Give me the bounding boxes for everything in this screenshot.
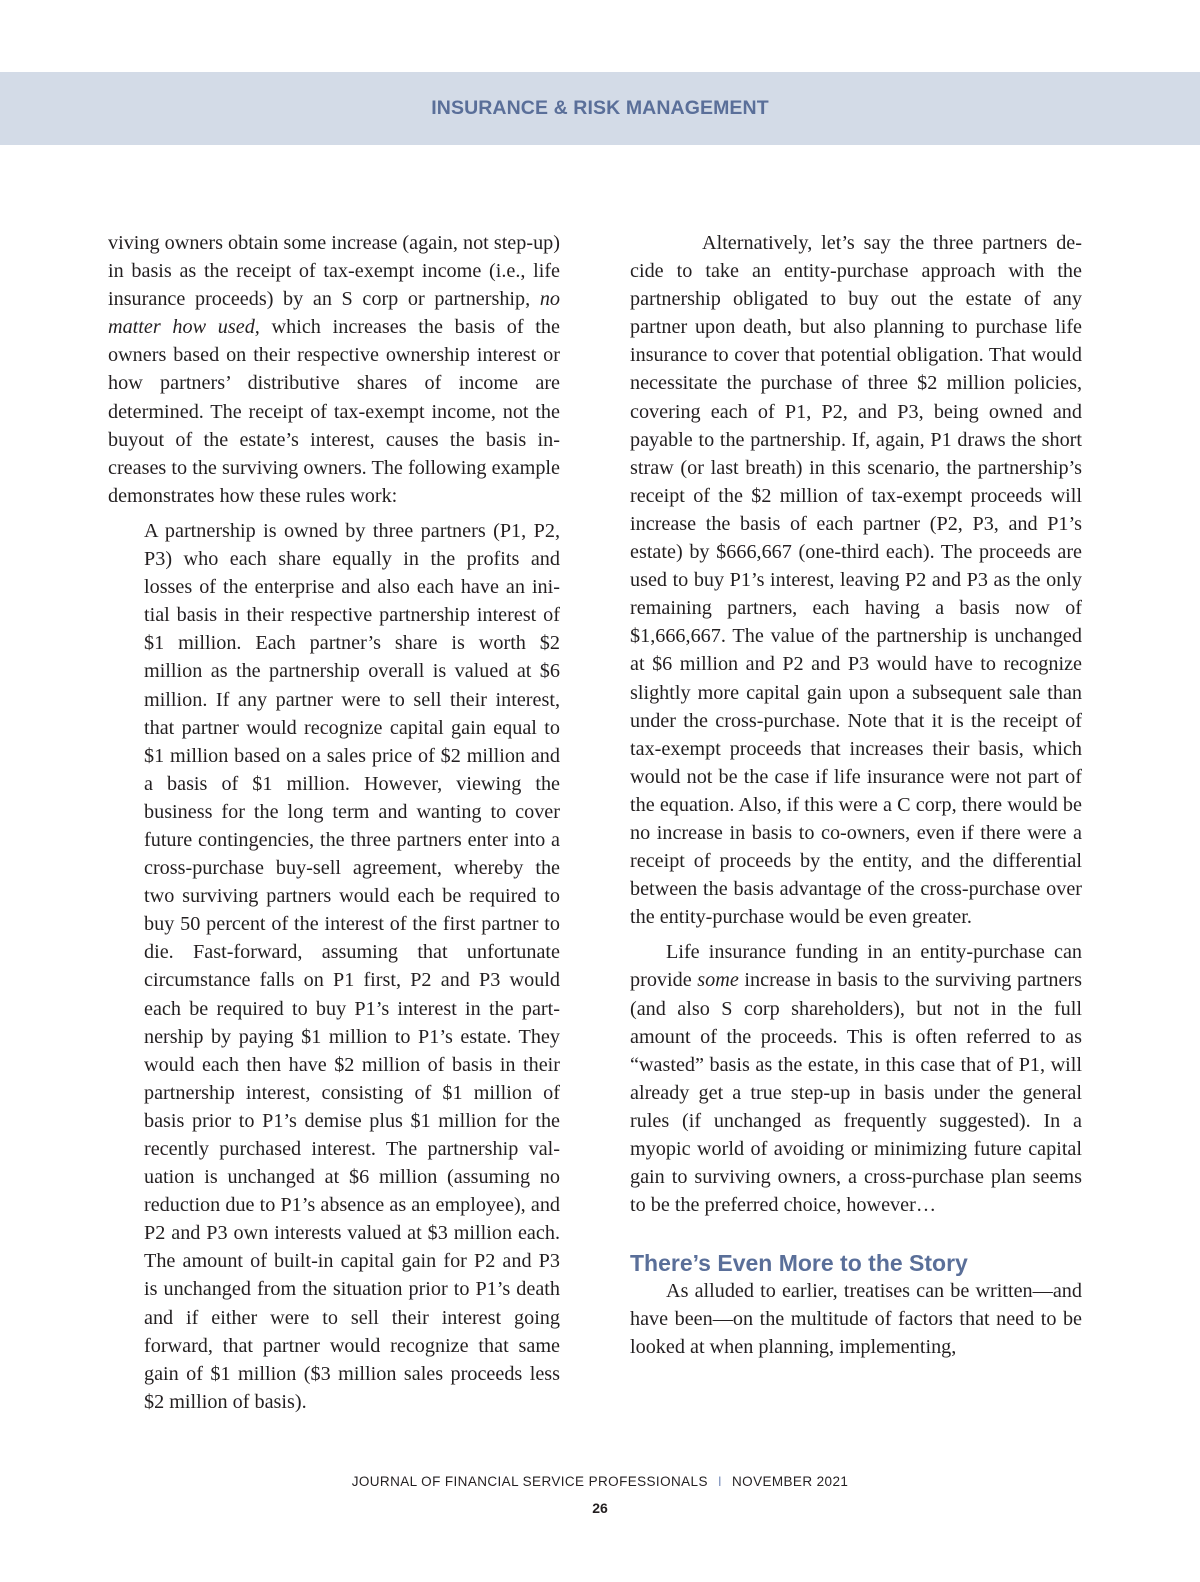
paragraph-text: which increases the basis of the owners based on their respective ownership interest or how partners’ distributive shares of income are determined. The receipt of tax-exempt income, not the buyout of the estate’s interest, causes the basis increases to the surviving owners. The following example demonstrates how these rules work: [108, 316, 560, 507]
paragraph-text: viving owners obtain some increase (again, not step-up) in basis as the receipt of tax-exempt income (i.e., life insurance proceeds) by an S corp or partnership, [108, 232, 560, 311]
italic-phrase: no matter how used, [108, 288, 560, 339]
left-column [108, 229, 560, 1416]
page-footer [0, 1474, 1200, 1489]
section-subheading: There’s Even More to the Story [630, 1250, 968, 1277]
paragraph-more-story: As alluded to earlier, treatises can be written—and have been—on the multitude of factors that need to be looked at when planning, implementing, [630, 1280, 1082, 1359]
issue-date: NOVEMBER 2021 [732, 1474, 849, 1489]
italic-word: some [697, 969, 739, 992]
right-column [630, 229, 1082, 1362]
paragraph-continued [108, 229, 560, 510]
example-block: A partnership is owned by three partners (P1, P2, P3) who each share equally in the profits and losses of the enterprise and also each have an initial basis in their respective partnership interest of $1 million. Each partner’s share is worth $2 million as the partnership overall is valued at $6 million. If any partner were to sell their interest, that partner would recognize capital gain equal to $1 million based on a sales price of $2 million and a basis of $1 million. However, viewing the business for the long term and wanting to cover future contingencies, the three partners enter into a cross-purchase buy-sell agreement, whereby the two surviving partners would each be required to buy 50 percent of the interest of the first partner to die. Fast-forward, assuming that unfortunate circumstance falls on P1 first, P2 and P3 would each be required to buy P1’s interest in the partnership by paying $1 million to P1’s estate. They would each then have $2 million of basis in their partnership interest, consisting of $1 million of basis prior to P1’s demise plus $1 million for the recently purchased interest. The partnership valuation is unchanged at $6 million (assuming no reduction due to P1’s absence as an employee), and P2 and P3 own interests valued at $3 million each. The amount of built-in capital gain for P2 and P3 is unchanged from the situation prior to P1’s death and if either were to sell their interest going forward, that partner would recognize that same gain of $1 million ($3 million sales proceeds less $2 million of basis). [144, 519, 560, 1413]
page-number: 26 [592, 1500, 608, 1516]
footer-separator: I [717, 1474, 723, 1489]
paragraph-text: Life insurance funding in an entity-purchase can provide [630, 941, 1082, 992]
paragraph-wasted-basis [630, 938, 1082, 1219]
journal-name: JOURNAL OF FINANCIAL SERVICE PROFESSIONALS [351, 1474, 708, 1489]
paragraph-entity-purchase: Alternatively, let’s say the three partners decide to take an entity-purchase approach with the partnership obligated to buy out the estate of any partner upon death, but also planning to purchase life insurance to cover that potential obligation. That would necessitate the purchase of three $2 million policies, covering each of P1, P2, and P3, being owned and payable to the partnership. If, again, P1 draws the short straw (or last breath) in this scenario, the partnership’s receipt of the $2 million of tax-exempt proceeds will increase the basis of each partner (P2, P3, and P1’s estate) by $666,667 (one-third each). The proceeds are used to buy P1’s interest, leaving P2 and P3 as the only remaining partners, each having a basis now of $1,666,667. The value of the partnership is unchanged at $6 million and P2 and P3 would have to recognize slightly more capital gain upon a subsequent sale than under the cross-purchase. Note that it is the receipt of tax-exempt proceeds that increases their basis, which would not be the case if life insurance were not part of the equation. Also, if this were a C corp, there would be no increase in basis to co-owners, even if there were a receipt of proceeds by the entity, and the differential between the basis advantage of the cross-purchase over the entity-purchase would be even greater. [630, 232, 1082, 929]
section-title: INSURANCE & RISK MANAGEMENT [431, 97, 769, 119]
paragraph-text: increase in basis to the surviving partners (and also S corp shareholders), but not in the full amount of the proceeds. This is often referred to as “wasted” basis as the estate, in this case that of P1, will already get a true step-up in basis under the general rules (if unchanged as frequently suggested). In a myopic world of avoiding or minimizing future capital gain to surviving owners, a cross-purchase plan seems to be the preferred choice, however… [630, 969, 1082, 1217]
section-banner [0, 72, 1200, 145]
